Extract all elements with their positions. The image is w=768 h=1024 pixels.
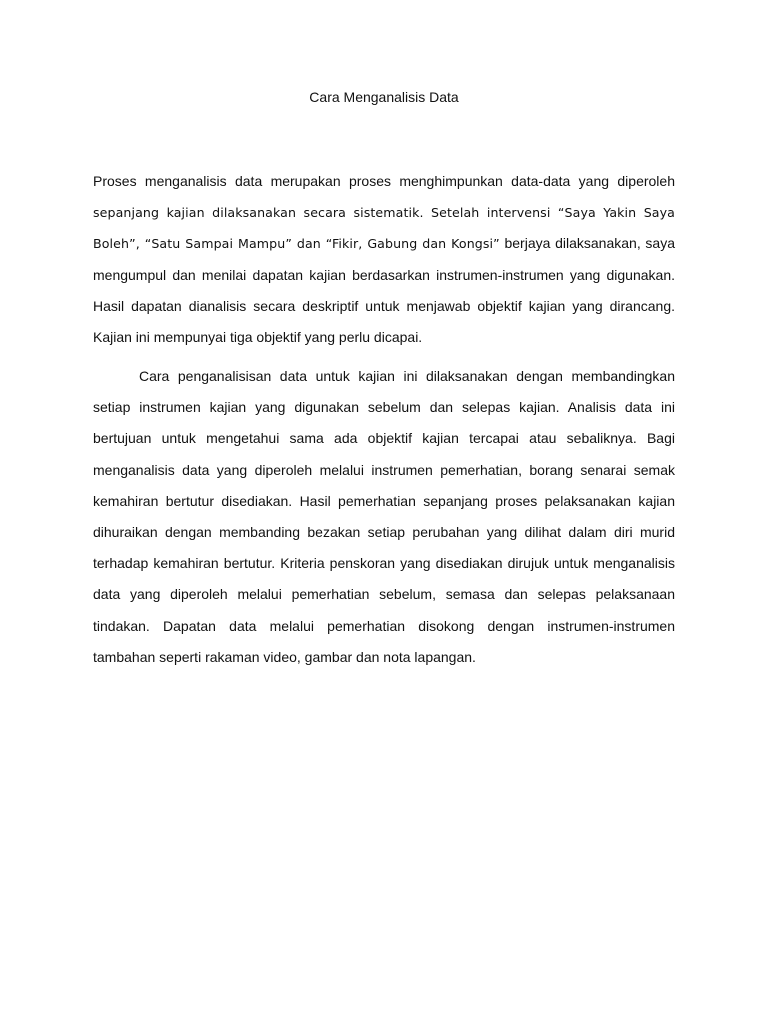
paragraph-1-segment-1: Proses menganalisis data merupakan proses menghimpunkan data-data yang diperoleh <box>93 173 675 189</box>
paragraph-1 <box>93 166 675 353</box>
paragraph-1-segment-2: sepanjang kajian dilaksanakan secara sistematik. Setelah intervensi “Saya Yakin Saya Boleh”, “Satu Sampai Mampu” dan “Fikir, Gabung dan Kongsi” <box>93 205 675 252</box>
document-title: Cara Menganalisis Data <box>309 89 459 105</box>
paragraph-2: Cara penganalisisan data untuk kajian ini dilaksanakan dengan membandingkan setiap instrumen kajian yang digunakan sebelum dan selepas kajian. Analisis data ini bertujuan untuk mengetahui sama ada objektif kajian tercapai atau sebaliknya. Bagi menganalisis data yang diperoleh melalui instrumen pemerhatian, borang senarai semak kemahiran bertutur disediakan. Hasil pemerhatian sepanjang proses pelaksanakan kajian dihuraikan dengan membanding bezakan setiap perubahan yang dilihat dalam diri murid terhadap kemahiran bertutur. Kriteria penskoran yang disediakan dirujuk untuk menganalisis data yang diperoleh melalui pemerhatian sebelum, semasa dan selepas pelaksanaan tindakan. Dapatan data melalui pemerhatian disokong dengan instrumen-instrumen tambahan seperti rakaman video, gambar dan nota lapangan. <box>93 368 675 665</box>
paragraph-1-segment-3: berjaya dilaksanakan, saya mengumpul dan menilai dapatan kajian berdasarkan instrumen-instrumen yang digunakan. Hasil dapatan dianalisis secara deskriptif untuk menjawab objektif kajian yang dirancang. Kajian ini mempunyai tiga objektif yang perlu dicapai. <box>93 235 675 346</box>
